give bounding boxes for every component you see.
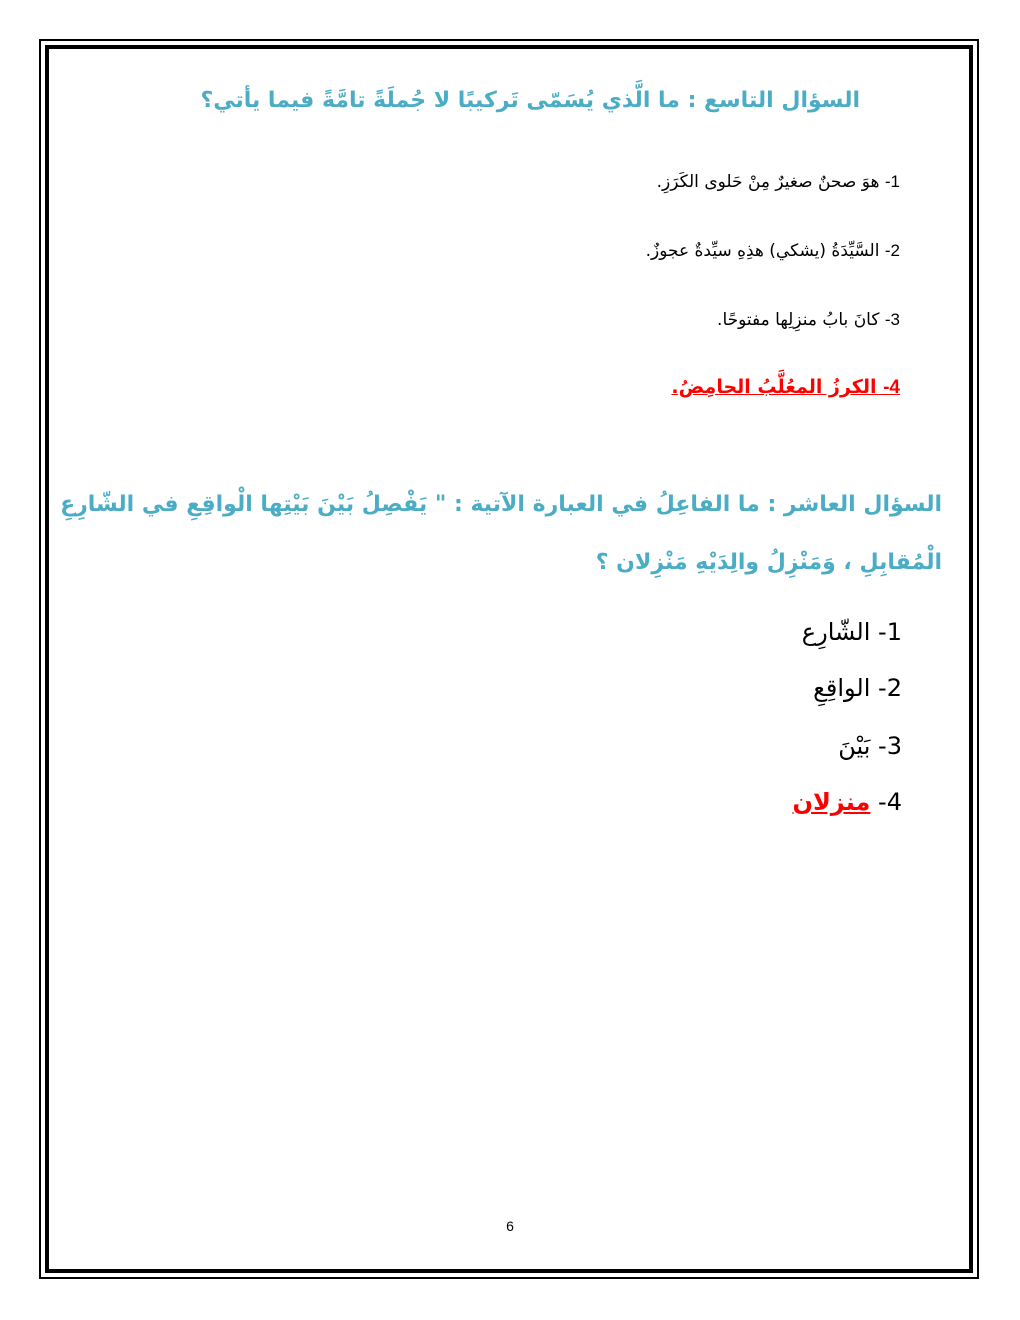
- page-border-inner: [45, 45, 973, 1273]
- option-text: السَّيِّدَةُ (يشكي) هذِهِ سيِّدةٌ عجوزٌ.: [645, 241, 880, 261]
- page-number: 6: [506, 1218, 514, 1234]
- question-9-option-3: [717, 310, 900, 330]
- option-number: 2-: [884, 241, 900, 260]
- option-number: 3-: [878, 732, 902, 760]
- option-number: 4-: [883, 377, 900, 398]
- question-10-title-line-1: السؤال العاشر : ما الفاعِلُ في العبارة الآتية : " يَفْصِلُ بَيْنَ بَيْتِها الْواقِعِ في الشّارِعِ: [60, 492, 942, 517]
- option-text: الواقِعِ: [813, 674, 871, 702]
- option-text: الكرزُ المعُلَّبُ الحامِضُ.: [671, 376, 877, 398]
- option-number: 4-: [878, 788, 902, 816]
- option-number: 3-: [884, 310, 900, 329]
- question-9-title: السؤال التاسع : ما الَّذي يُسَمّى تَركيبًا لا جُملَةً تامَّةً فيما يأتي؟: [200, 88, 860, 113]
- question-10-title-line-2: الْمُقابِلِ ، وَمَنْزِلُ والِدَيْهِ مَنْزِلان ؟: [595, 550, 942, 575]
- option-text: الشّارِع: [801, 618, 871, 646]
- question-9-option-2: [646, 241, 900, 261]
- question-10-option-4-correct: [792, 788, 902, 816]
- question-10-option-3: [838, 732, 902, 760]
- option-text: بَيْنَ: [838, 732, 871, 760]
- option-number: 2-: [878, 674, 902, 702]
- option-text: هوَ صحنٌ صغيرٌ مِنْ حَلوى الكَرَزِ.: [656, 172, 880, 192]
- question-9-option-4-correct: [671, 376, 900, 399]
- option-text: منزلان: [792, 788, 871, 816]
- option-text: كانَ بابُ منزِلِها مفتوحًا.: [717, 310, 880, 330]
- option-number: 1-: [878, 618, 902, 646]
- question-10-option-2: [813, 674, 902, 702]
- option-number: 1-: [884, 172, 900, 191]
- question-9-option-1: [657, 172, 900, 192]
- question-10-option-1: [802, 618, 902, 646]
